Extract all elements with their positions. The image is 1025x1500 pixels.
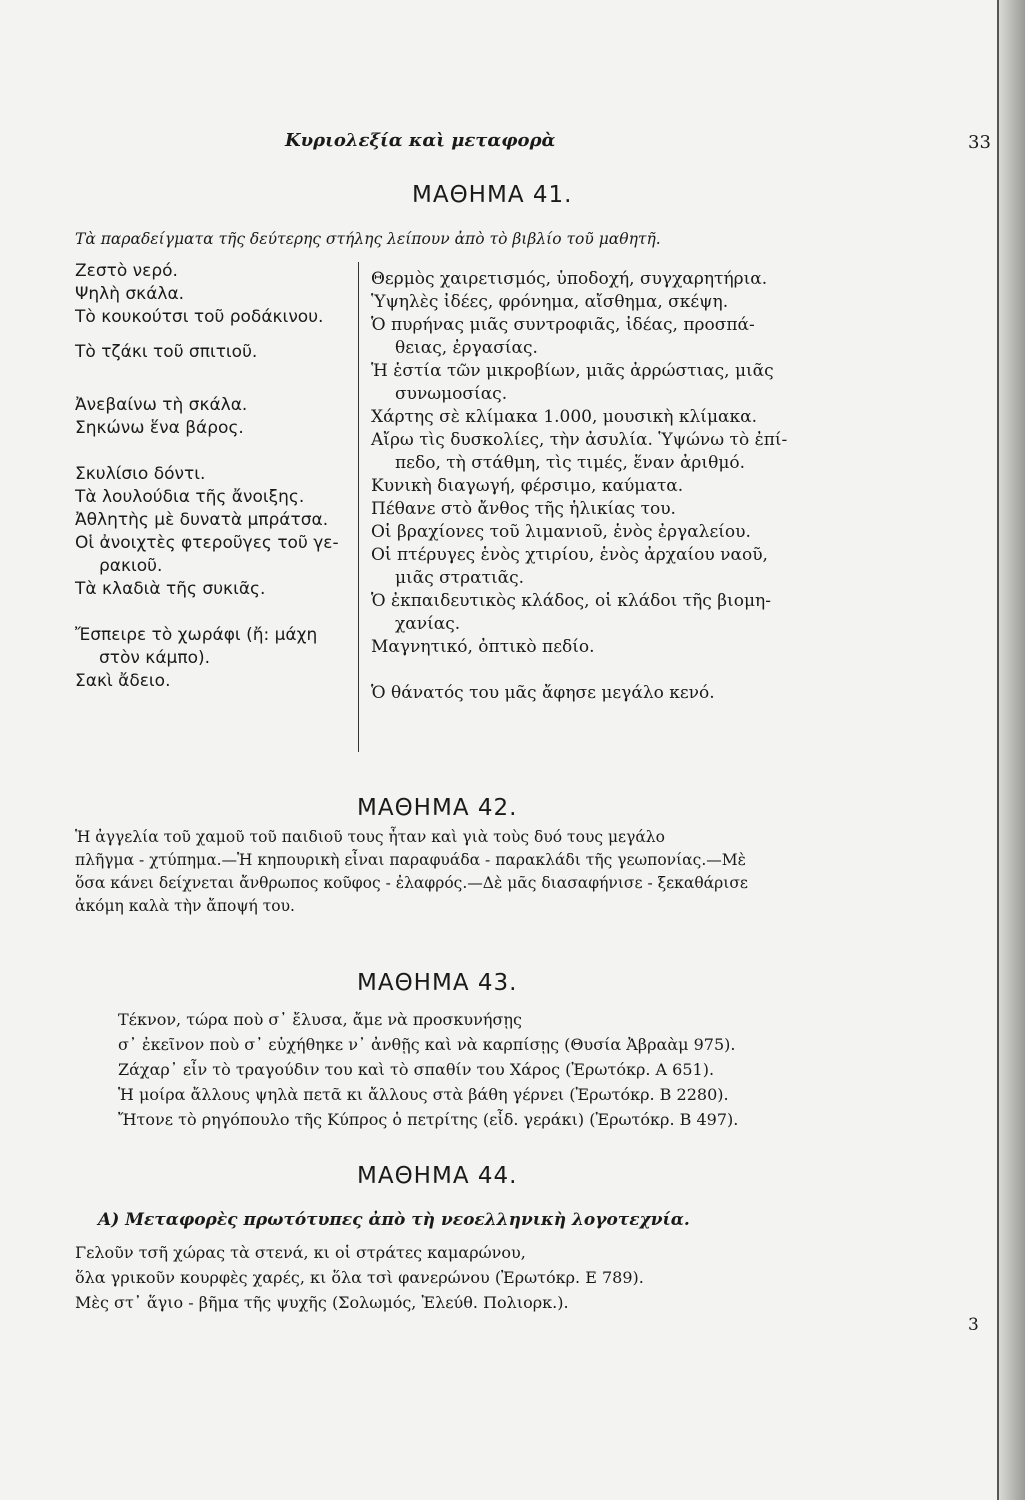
left-line: Ἔσπειρε τὸ χωράφι (ἤ: μάχη [75, 625, 318, 645]
right-line: χανίας. [395, 614, 461, 634]
left-line [75, 440, 339, 463]
lesson-44-subheading: Α) Μεταφορὲς πρωτότυπες ἀπὸ τὴ νεοελληνικὴ λογοτεχνία. [98, 1210, 690, 1230]
verse-line: Ἡ μοίρα ἄλλους ψηλὰ πετᾶ κι ἄλλους στὰ βάθη γέρνει (Ἐρωτόκρ. Β 2280). [118, 1085, 729, 1104]
verse-line: Μὲς στ᾿ ἅγιο - βῆμα τῆς ψυχῆς (Σολωμός, Ἐλεύθ. Πολιορκ.). [75, 1293, 569, 1312]
right-line: θειας, ἐργασίας. [395, 338, 538, 358]
left-line: Σκυλίσιο δόντι. [75, 464, 206, 484]
lesson-44-title: ΜΑΘΗΜΑ 44. [357, 1163, 518, 1189]
page-edge [999, 0, 1025, 1500]
left-line [75, 364, 339, 394]
lesson-44-verses [75, 1240, 644, 1315]
right-line: Μαγνητικό, ὀπτικὸ πεδίο. [371, 637, 595, 657]
page-number: 33 [968, 132, 991, 153]
left-line: Ἀνεβαίνω τὴ σκάλα. [75, 395, 248, 415]
lesson-43-verses [118, 1007, 738, 1132]
left-line: Τὸ κουκούτσι τοῦ ροδάκινου. [75, 307, 324, 327]
lesson-41-title: ΜΑΘΗΜΑ 41. [412, 182, 573, 208]
right-line: Ὁ πυρήνας μιᾶς συντροφιᾶς, ἰδέας, προσπά- [371, 315, 755, 335]
right-line: Ὁ ἐκπαιδευτικὸς κλάδος, οἱ κλάδοι τῆς βιομη- [371, 591, 771, 611]
right-line: Οἱ βραχίονες τοῦ λιμανιοῦ, ἑνὸς ἐργαλείου. [371, 522, 751, 542]
right-line: Κυνικὴ διαγωγή, φέρσιμο, καύματα. [371, 476, 684, 496]
left-line: Οἱ ἀνοιχτὲς φτεροῦγες τοῦ γε- [75, 533, 339, 553]
left-line: στὸν κάμπο). [99, 648, 211, 668]
right-line: συνωμοσίας. [395, 384, 508, 404]
verse-line: σ᾿ ἐκεῖνον ποὺ σ᾿ εὐχήθηκε ν᾿ ἀνθῇς καὶ νὰ καρπίσῃς (Θυσία Ἀβραὰμ 975). [118, 1035, 736, 1054]
left-line: ρακιοῦ. [99, 556, 163, 576]
text-line: ἀκόμη καλὰ τὴν ἄποψή του. [75, 897, 295, 915]
footer-number: 3 [968, 1315, 979, 1335]
verse-line: Ζάχαρ᾿ εἶν τὸ τραγούδιν του καὶ τὸ σπαθίν του Χάρος (Ἐρωτόκρ. Α 651). [118, 1060, 715, 1079]
left-line [75, 601, 339, 624]
page-edge-line [997, 0, 999, 1500]
verse-line: ὅλα γρικοῦν κουρφὲς χαρές, κι ὅλα τσὶ φανερώνου (Ἐρωτόκρ. Ε 789). [75, 1268, 644, 1287]
verse-line: Γελοῦν τσῆ χώρας τὰ στενά, κι οἱ στράτες καμαρώνου, [75, 1243, 526, 1262]
left-line: Σηκώνω ἕνα βάρος. [75, 418, 244, 438]
right-line: Οἱ πτέρυγες ἑνὸς χτιρίου, ἑνὸς ἀρχαίου ναοῦ, [371, 545, 768, 565]
verse-line: Τέκνον, τώρα ποὺ σ᾿ ἔλυσα, ἄμε νὰ προσκυνήσῃς [118, 1010, 522, 1029]
right-line: Ἡ ἑστία τῶν μικροβίων, μιᾶς ἀρρώστιας, μιᾶς [371, 361, 774, 381]
verse-line: Ἤτονε τὸ ρηγόπουλο τῆς Κύπρος ὁ πετρίτης (εἶδ. γεράκι) (Ἐρωτόκρ. Β 497). [118, 1110, 739, 1129]
right-line [371, 659, 787, 682]
right-line: Θερμὸς χαιρετισμός, ὑποδοχή, συγχαρητήρια. [371, 269, 768, 289]
left-line [75, 329, 339, 341]
right-line: Ὁ θάνατός του μᾶς ἄφησε μεγάλο κενό. [371, 683, 715, 703]
lesson-41-left-column [75, 260, 339, 693]
lesson-42-text [75, 826, 748, 918]
left-line: Ζεστὸ νερό. [75, 261, 178, 281]
right-line: μιᾶς στρατιᾶς. [395, 568, 525, 588]
left-line: Ἀθλητὴς μὲ δυνατὰ μπράτσα. [75, 510, 329, 530]
lesson-41-right-column [371, 268, 787, 705]
left-line: Σακὶ ἄδειο. [75, 671, 171, 691]
running-header: Κυριολεξία καὶ μεταφορὰ [285, 130, 556, 151]
text-line: Ἡ ἀγγελία τοῦ χαμοῦ τοῦ παιδιοῦ τους ἦταν καὶ γιὰ τοὺς δυό τους μεγάλο [75, 828, 665, 846]
right-line: Αἴρω τὶς δυσκολίες, τὴν ἀσυλία. Ὑψώνω τὸ ἐπί- [371, 430, 788, 450]
right-line: Πέθανε στὸ ἄνθος τῆς ἡλικίας του. [371, 499, 676, 519]
left-line: Τὰ λουλούδια τῆς ἄνοιξης. [75, 487, 305, 507]
left-line: Ψηλὴ σκάλα. [75, 284, 185, 304]
right-line: Χάρτης σὲ κλίμακα 1.000, μουσικὴ κλίμακα. [371, 407, 758, 427]
left-line: Τὸ τζάκι τοῦ σπιτιοῦ. [75, 342, 258, 362]
lesson-41-intro: Τὰ παραδείγματα τῆς δεύτερης στήλης λείπουν ἀπὸ τὸ βιβλίο τοῦ μαθητῆ. [75, 230, 661, 248]
text-line: πλῆγμα - χτύπημα.—Ἡ κηπουρικὴ εἶναι παραφυάδα - παρακλάδι τῆς γεωπονίας.—Μὲ [75, 851, 746, 869]
text-line: ὅσα κάνει δείχνεται ἄνθρωπος κοῦφος - ἐλαφρός.—Δὲ μᾶς διασαφήνισε - ξεκαθάρισε [75, 874, 748, 892]
column-divider [358, 262, 359, 752]
lesson-43-title: ΜΑΘΗΜΑ 43. [357, 970, 518, 996]
left-line: Τὰ κλαδιὰ τῆς συκιᾶς. [75, 579, 266, 599]
right-line: Ὑψηλὲς ἰδέες, φρόνημα, αἴσθημα, σκέψη. [371, 292, 729, 312]
lesson-42-title: ΜΑΘΗΜΑ 42. [357, 795, 518, 821]
right-line: πεδο, τὴ στάθμη, τὶς τιμές, ἕναν ἀριθμό. [395, 453, 746, 473]
